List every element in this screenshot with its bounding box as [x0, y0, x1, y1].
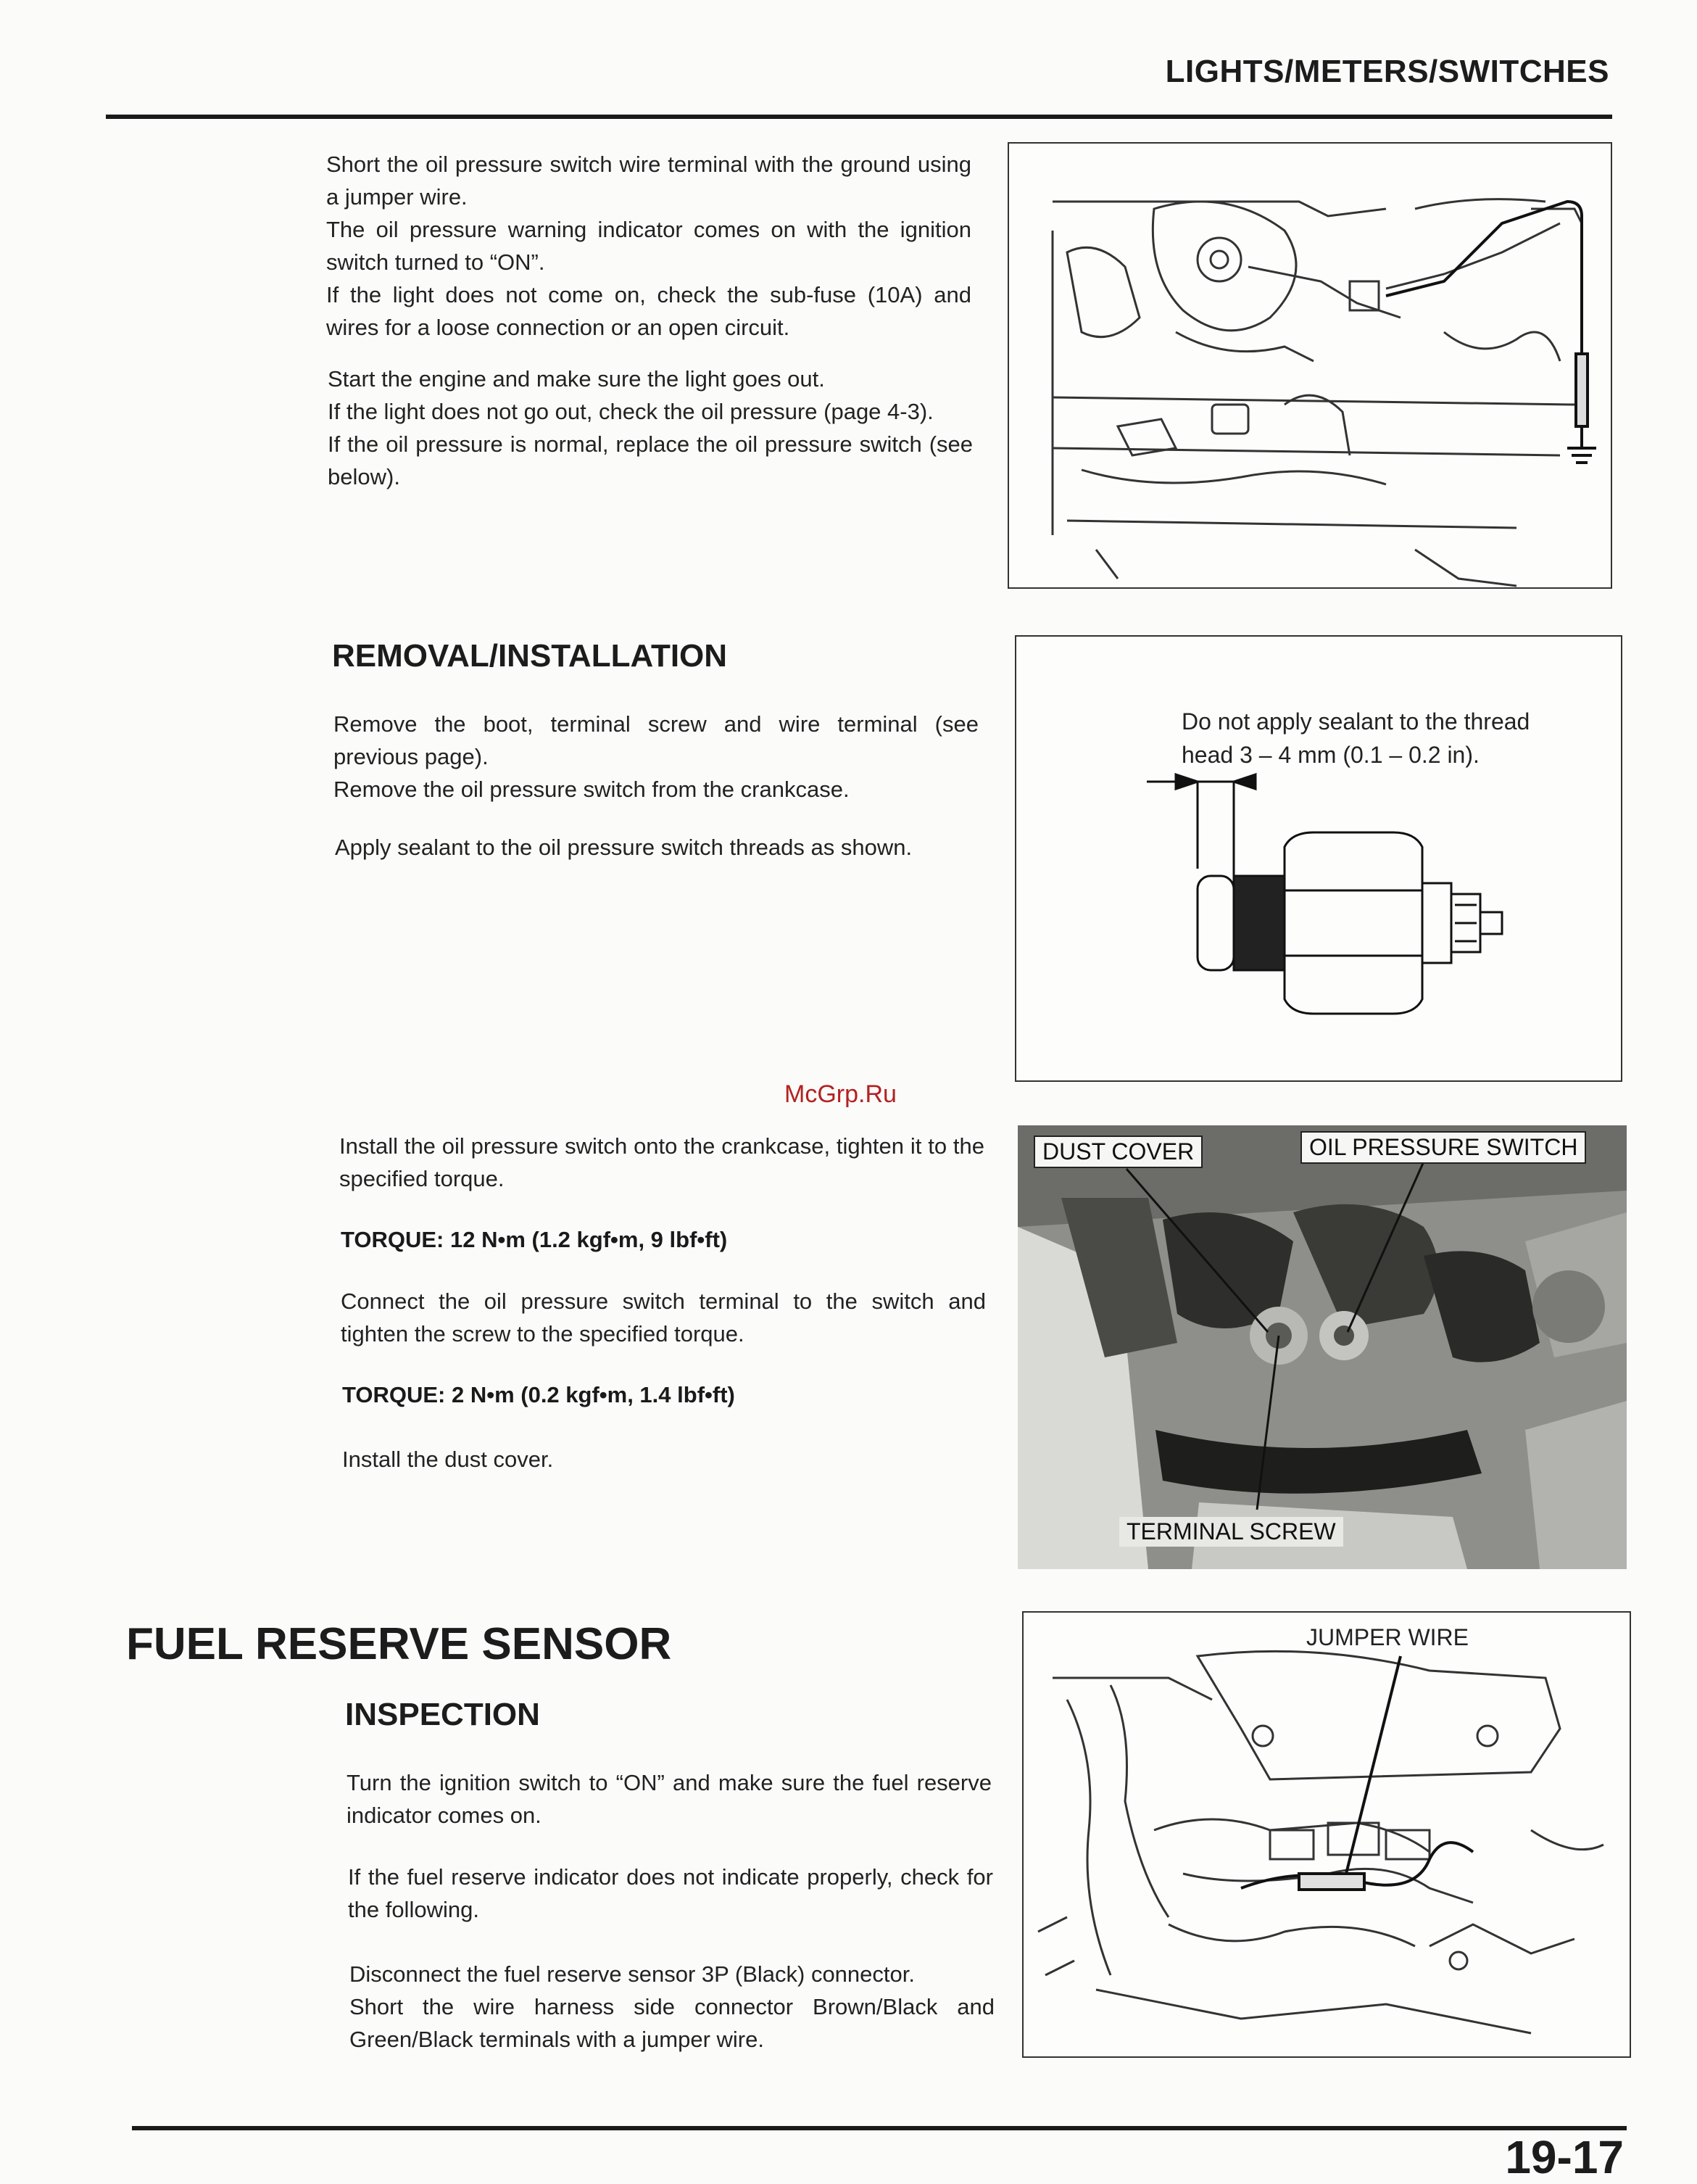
engine-photo-rendering [1018, 1125, 1627, 1569]
jumper-wire-ground-figure [1008, 142, 1612, 589]
oil-pressure-switch-drawing [1016, 637, 1621, 1080]
fuel-connector-paragraph: Disconnect the fuel reserve sensor 3P (Black) connector. Short the wire harness side connector Brown/Black and Green/Black terminals with a jumper wire. [349, 1961, 995, 2052]
sealant-diagram-figure [1015, 635, 1622, 1082]
removal-paragraph: Remove the boot, terminal screw and wire terminal (see previous page). Remove the oil pressure switch from the crankcase. [333, 711, 979, 802]
terminal-screw-label: TERMINAL SCREW [1119, 1517, 1343, 1547]
fuel-jumper-wire-figure [1022, 1611, 1631, 2058]
inspection-heading: INSPECTION [345, 1697, 540, 1732]
fuel-indicator-check-paragraph: If the fuel reserve indicator does not indicate properly, check for the following. [348, 1864, 993, 1922]
jumper-wire-label: JUMPER WIRE [1306, 1624, 1469, 1650]
fuel-connector-drawing [1024, 1613, 1630, 2056]
oil-pressure-switch-label: OIL PRESSURE SWITCH [1300, 1131, 1586, 1164]
dust-cover-label: DUST COVER [1034, 1136, 1203, 1168]
torque-terminal-screw: TORQUE: 2 N•m (0.2 kgf•m, 1.4 lbf•ft) [342, 1382, 735, 1407]
header-rule [106, 115, 1612, 119]
page-number: 19-17 [1505, 2131, 1624, 2183]
ground-test-paragraph: Short the oil pressure switch wire terminal with the ground using a jumper wire. The oil pressure warning indicator comes on with the ignition switch turned to “ON”. If the light does not come on, check the sub-fuse (10A) and wires for a loose connection or an open circuit. [326, 152, 971, 340]
install-paragraph: Install the oil pressure switch onto the crankcase, tighten it to the specified torque. [339, 1133, 984, 1191]
fuel-reserve-sensor-heading: FUEL RESERVE SENSOR [126, 1619, 672, 1669]
dust-cover-paragraph: Install the dust cover. [342, 1447, 554, 1472]
torque-switch: TORQUE: 12 N•m (1.2 kgf•m, 9 lbf•ft) [341, 1227, 728, 1252]
engine-line-drawing [1009, 144, 1611, 587]
terminal-paragraph: Connect the oil pressure switch terminal to the switch and tighten the screw to the specified torque. [341, 1289, 986, 1347]
watermark: McGrp.Ru [784, 1080, 897, 1108]
sealant-paragraph: Apply sealant to the oil pressure switch threads as shown. [335, 835, 913, 860]
engine-test-paragraph: Start the engine and make sure the light goes out. If the light does not go out, check the oil pressure (page 4-3). If the oil pressure is normal, replace the oil pressure switch (see below). [328, 366, 973, 489]
page-header-title: LIGHTS/METERS/SWITCHES [1165, 54, 1609, 89]
oil-pressure-switch-photo [1018, 1125, 1627, 1569]
removal-installation-heading: REMOVAL/INSTALLATION [332, 638, 728, 674]
fuel-indicator-paragraph: Turn the ignition switch to “ON” and make sure the fuel reserve indicator comes on. [347, 1770, 992, 1828]
footer-rule [132, 2126, 1627, 2130]
sealant-note: Do not apply sealant to the thread head 3 – 4 mm (0.1 – 0.2 in). [1182, 708, 1530, 768]
